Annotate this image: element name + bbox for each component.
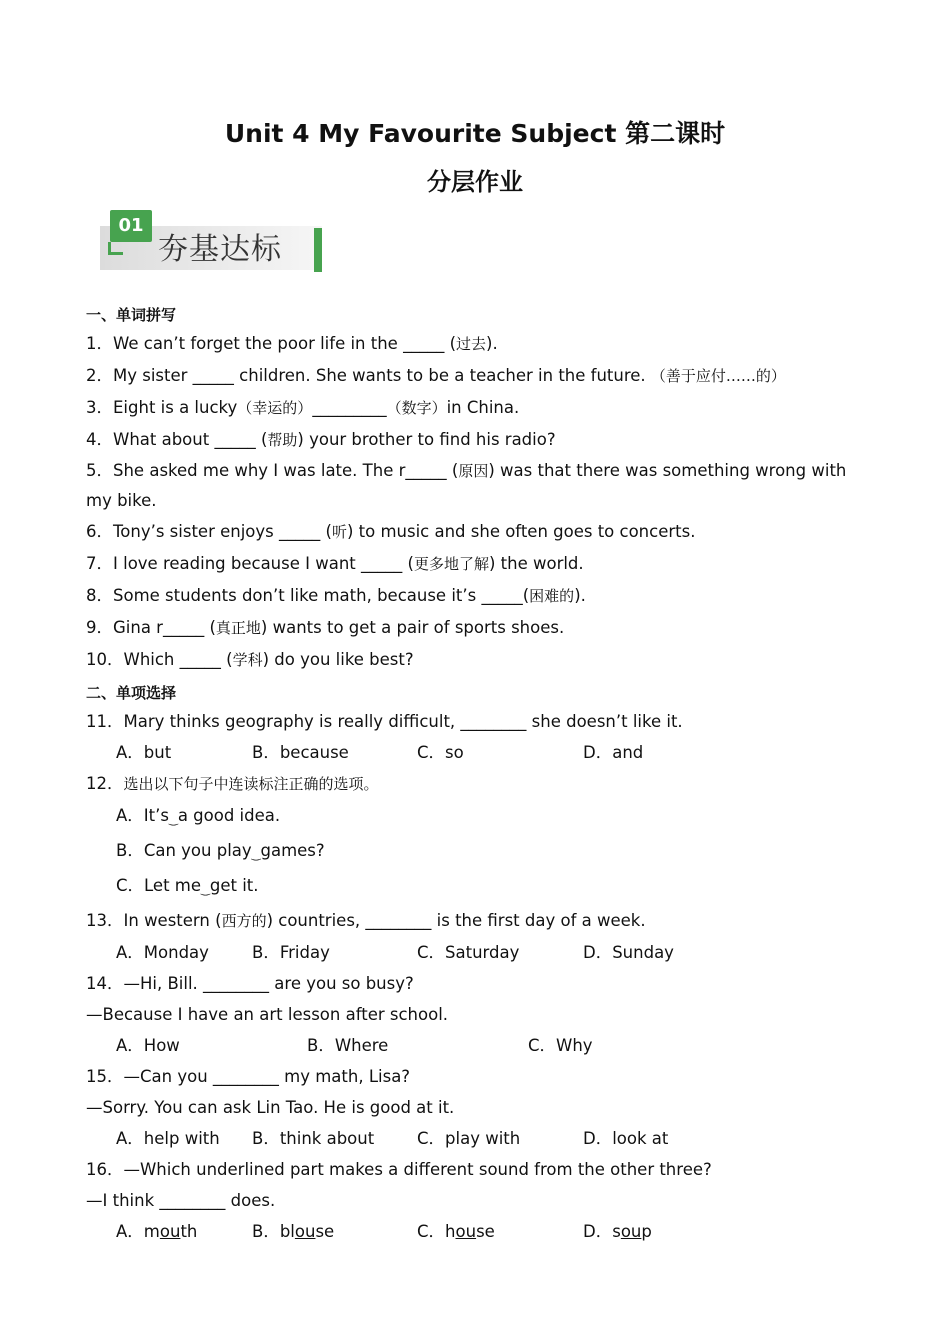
title-line-2: 分层作业 [427, 168, 523, 196]
option-d[interactable]: D．Sunday [583, 943, 674, 962]
option-c[interactable]: C．Saturday [417, 943, 520, 962]
section-heading-choice: 二、单项选择 [86, 684, 177, 702]
question-3: 3．Eight is a lucky（幸运的）_________（数字）in China. [86, 398, 520, 417]
option-a[interactable]: A．help with [116, 1129, 220, 1148]
option-c[interactable]: C．so [417, 743, 464, 762]
question-14: 14．—Hi, Bill. ________ are you so busy? [86, 974, 414, 993]
question-1: 1．We can’t forget the poor life in the _____ (过去). [86, 334, 498, 353]
liaison-mark: ‿ [201, 883, 210, 896]
question-16: 16．—Which underlined part makes a different sound from the other three? [86, 1160, 712, 1179]
question-8: 8．Some students don’t like math, because it’s _____(困难的). [86, 586, 586, 605]
question-15: 15．—Can you ________ my math, Lisa? [86, 1067, 411, 1086]
title-line-1: Unit 4 My Favourite Subject 第二课时 [224, 119, 726, 148]
option-c[interactable]: C．house [417, 1222, 495, 1241]
worksheet-content [86, 298, 876, 1247]
option-a[interactable]: A．but [116, 743, 172, 762]
liaison-mark: ‿ [168, 813, 178, 826]
banner-number-badge: 01 [110, 210, 152, 242]
question-5: 5．She asked me why I was late. The r_____ (原因) was that there was something wrong with my bike. [86, 461, 847, 510]
question-15-options [86, 1123, 876, 1154]
question-6: 6．Tony’s sister enjoys _____ (听) to music and she often goes to concerts. [86, 522, 696, 541]
question-14-response: —Because I have an art lesson after school. [86, 1005, 449, 1024]
option-d[interactable]: D．look at [583, 1129, 669, 1148]
option-a[interactable]: A．Monday [116, 943, 209, 962]
question-14-options [86, 1030, 876, 1061]
option-d[interactable]: D．and [583, 743, 644, 762]
banner-text: 夯基达标 [158, 232, 282, 267]
question-10: 10．Which _____ (学科) do you like best? [86, 650, 414, 669]
question-4: 4．What about _____ (帮助) your brother to find his radio? [86, 430, 556, 449]
option-b[interactable]: B．Friday [252, 943, 330, 962]
question-13-options [86, 937, 876, 968]
question-12-option-c[interactable]: C．Let me‿get it. [116, 876, 259, 896]
question-2: 2．My sister _____ children. She wants to be a teacher in the future. （善于应付……的） [86, 366, 786, 385]
question-15-response: —Sorry. You can ask Lin Tao. He is good at it. [86, 1098, 455, 1117]
section-banner [98, 208, 324, 272]
option-b[interactable]: B．blouse [252, 1222, 335, 1241]
option-d[interactable]: D．soup [583, 1222, 652, 1241]
question-12-option-a[interactable]: A．It’s‿a good idea. [116, 806, 281, 826]
question-9: 9．Gina r_____ (真正地) wants to get a pair of sports shoes. [86, 618, 565, 637]
question-13: 13．In western (西方的) countries, ________ is the first day of a week. [86, 911, 646, 930]
option-b[interactable]: B．Where [307, 1036, 389, 1055]
banner-accent-bar [314, 228, 322, 272]
option-c[interactable]: C．play with [417, 1129, 521, 1148]
option-c[interactable]: C．Why [528, 1036, 593, 1055]
option-a[interactable]: A．How [116, 1036, 180, 1055]
question-11-options [86, 737, 876, 768]
question-16-response: —I think ________ does. [86, 1191, 276, 1210]
banner-badge-tail [108, 242, 123, 255]
option-b[interactable]: B．think about [252, 1129, 375, 1148]
question-11: 11．Mary thinks geography is really difficult, ________ she doesn’t like it. [86, 712, 683, 731]
option-a[interactable]: A．mouth [116, 1222, 198, 1241]
option-b[interactable]: B．because [252, 743, 349, 762]
question-7: 7．I love reading because I want _____ (更多地了解) the world. [86, 554, 584, 573]
question-12-option-b[interactable]: B．Can you play‿games? [116, 841, 325, 861]
question-16-options [86, 1216, 876, 1247]
liaison-mark: ‿ [251, 848, 261, 861]
section-heading-spelling: 一、单词拼写 [86, 306, 177, 324]
question-12: 12．选出以下句子中连读标注正确的选项。 [86, 774, 379, 793]
